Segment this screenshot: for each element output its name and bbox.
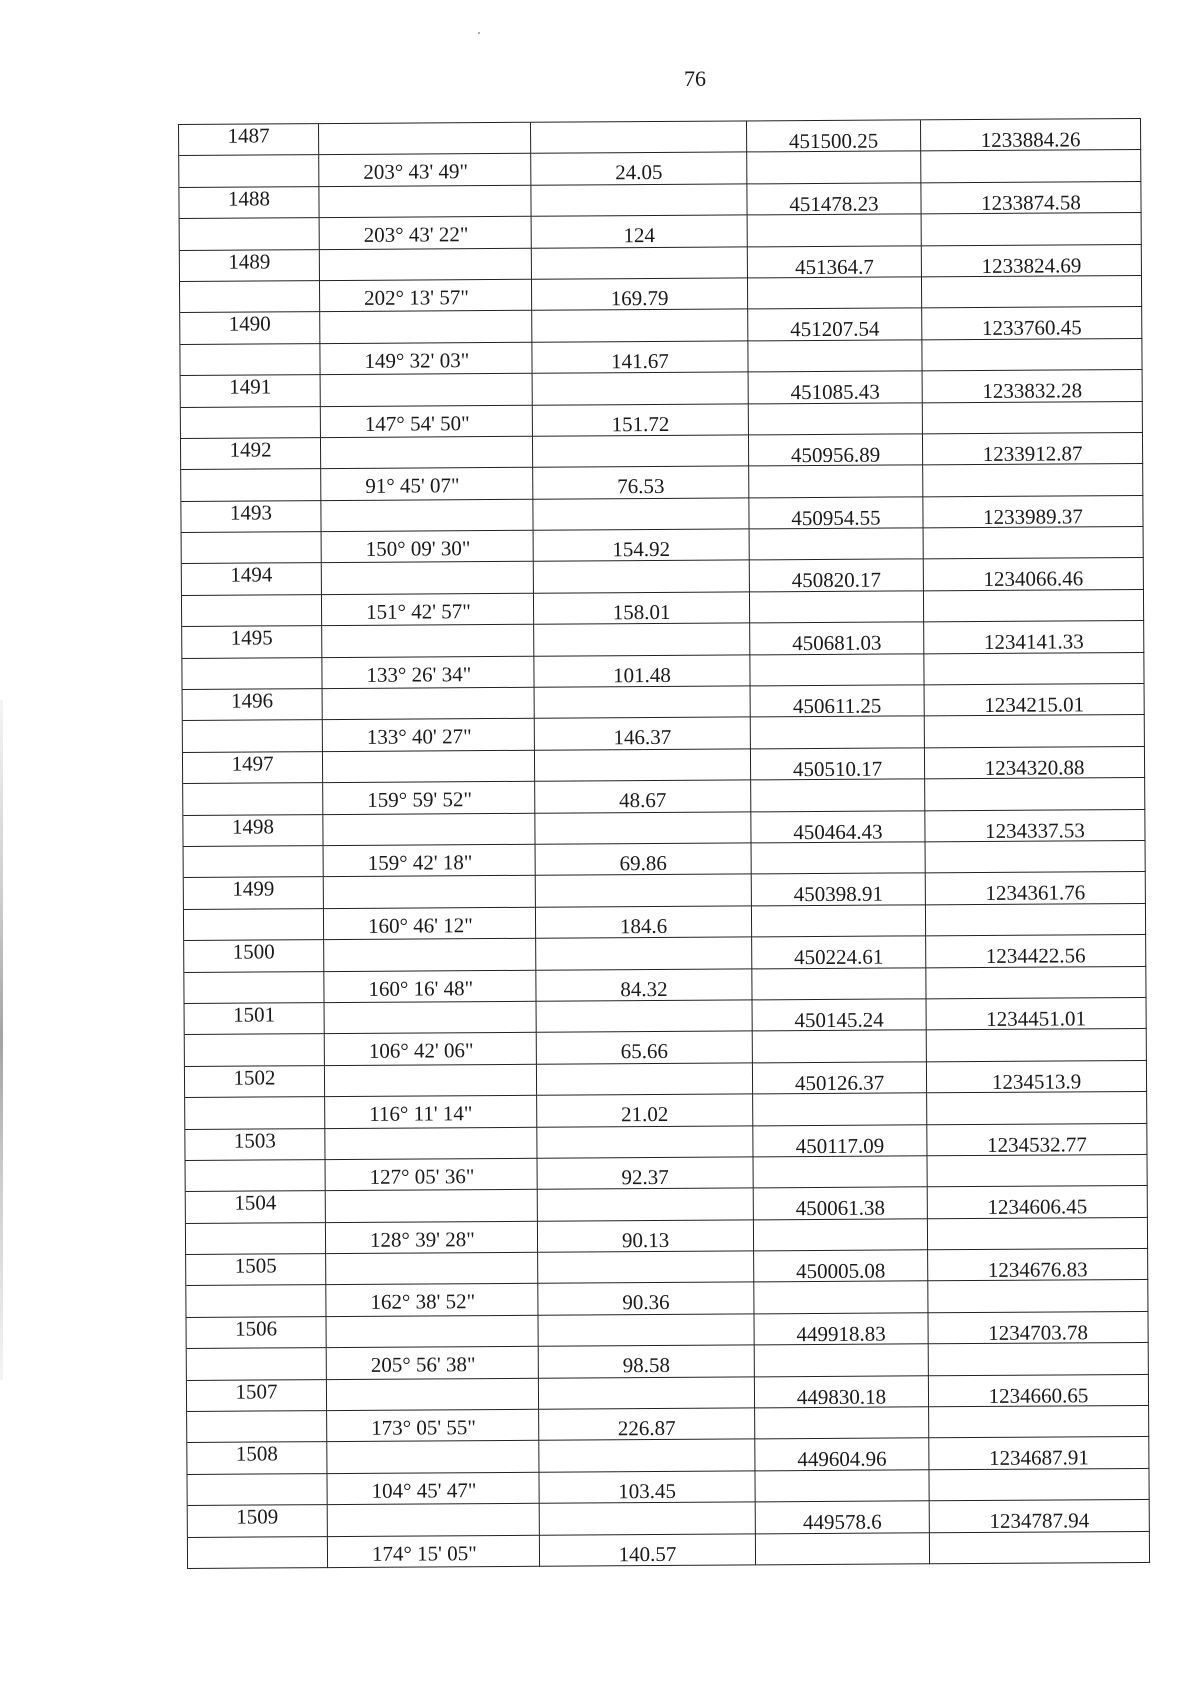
y-coordinate-cell: 1234787.94 [930, 1500, 1150, 1533]
empty-bearing-cell [326, 1316, 538, 1349]
empty-bearing-cell [327, 1441, 539, 1474]
empty-point-cell [181, 469, 321, 501]
empty-y-cell [926, 841, 1146, 874]
x-coordinate-cell: 450224.61 [752, 936, 926, 968]
empty-distance-cell [537, 1063, 753, 1096]
empty-x-cell [752, 905, 926, 937]
distance-cell: 140.57 [540, 1534, 756, 1567]
empty-y-cell [929, 1406, 1149, 1439]
y-coordinate-cell: 1233760.45 [922, 307, 1142, 340]
coordinate-table [178, 118, 1150, 1569]
distance-cell: 69.86 [536, 843, 752, 876]
empty-distance-cell [536, 875, 752, 908]
empty-y-cell [924, 590, 1144, 623]
empty-y-cell [922, 213, 1142, 246]
empty-point-cell [185, 1097, 325, 1129]
bearing-cell: 149° 32' 03" [320, 343, 532, 376]
empty-bearing-cell [326, 1190, 538, 1223]
point-number-cell: 1497 [183, 752, 323, 784]
y-coordinate-cell: 1234676.83 [928, 1249, 1148, 1282]
x-coordinate-cell: 450956.89 [749, 434, 923, 466]
empty-bearing-cell [319, 123, 531, 156]
distance-cell: 141.67 [532, 341, 748, 374]
empty-bearing-cell [319, 186, 531, 219]
x-coordinate-cell: 451478.23 [747, 183, 921, 215]
y-coordinate-cell: 1234687.91 [929, 1437, 1149, 1470]
distance-cell: 169.79 [532, 278, 748, 311]
distance-cell: 84.32 [536, 969, 752, 1002]
distance-cell: 65.66 [537, 1032, 753, 1065]
empty-distance-cell [537, 1000, 753, 1033]
empty-distance-cell [532, 310, 748, 343]
empty-point-cell [183, 783, 323, 815]
y-coordinate-cell: 1234337.53 [925, 810, 1145, 843]
empty-y-cell [926, 904, 1146, 937]
empty-x-cell [755, 1345, 929, 1377]
x-coordinate-cell: 450611.25 [751, 685, 925, 717]
distance-cell: 103.45 [539, 1471, 755, 1504]
distance-cell: 90.13 [538, 1220, 754, 1253]
bearing-cell: 160° 46' 12" [324, 908, 536, 941]
empty-distance-cell [538, 1314, 754, 1347]
point-number-cell: 1509 [188, 1505, 328, 1537]
x-coordinate-cell: 450126.37 [753, 1062, 927, 1094]
empty-point-cell [187, 1348, 327, 1380]
x-coordinate-cell: 450681.03 [750, 623, 924, 655]
empty-bearing-cell [327, 1378, 539, 1411]
distance-cell: 92.37 [538, 1157, 754, 1190]
empty-y-cell [928, 1155, 1148, 1188]
distance-cell: 101.48 [534, 655, 750, 688]
empty-y-cell [921, 150, 1141, 183]
empty-x-cell [752, 842, 926, 874]
x-coordinate-cell: 450820.17 [750, 560, 924, 592]
bearing-cell: 151° 42' 57" [322, 594, 534, 627]
empty-bearing-cell [323, 688, 535, 721]
bearing-cell: 159° 42' 18" [324, 845, 536, 878]
empty-distance-cell [531, 121, 747, 154]
empty-y-cell [923, 464, 1143, 497]
scan-speck [478, 32, 480, 34]
x-coordinate-cell: 451207.54 [748, 309, 922, 341]
x-coordinate-cell: 450398.91 [752, 874, 926, 906]
empty-bearing-cell [325, 1064, 537, 1097]
empty-bearing-cell [322, 625, 534, 658]
empty-point-cell [184, 846, 324, 878]
empty-distance-cell [535, 749, 751, 782]
y-coordinate-cell: 1234066.46 [924, 558, 1144, 591]
x-coordinate-cell: 451364.7 [748, 246, 922, 278]
point-number-cell: 1502 [185, 1066, 325, 1098]
distance-cell: 151.72 [533, 404, 749, 437]
distance-cell: 146.37 [535, 718, 751, 751]
empty-bearing-cell [325, 1002, 537, 1035]
empty-distance-cell [533, 373, 749, 406]
distance-cell: 98.58 [539, 1346, 755, 1379]
empty-x-cell [751, 780, 925, 812]
bearing-cell: 202° 13' 57" [320, 280, 532, 313]
empty-point-cell [180, 218, 320, 250]
empty-distance-cell [538, 1251, 754, 1284]
empty-x-cell [750, 528, 924, 560]
bearing-cell: 133° 40' 27" [323, 719, 535, 752]
empty-distance-cell [535, 812, 751, 845]
distance-cell: 90.36 [538, 1283, 754, 1316]
empty-x-cell [750, 591, 924, 623]
empty-point-cell [181, 407, 321, 439]
distance-cell: 154.92 [534, 529, 750, 562]
empty-x-cell [754, 1282, 928, 1314]
empty-distance-cell [534, 561, 750, 594]
bearing-cell: 203° 43' 22" [320, 217, 532, 250]
bearing-cell: 147° 54' 50" [321, 405, 533, 438]
bearing-cell: 203° 43' 49" [319, 154, 531, 187]
distance-cell: 226.87 [539, 1408, 755, 1441]
y-coordinate-cell: 1234703.78 [928, 1312, 1148, 1345]
x-coordinate-cell: 450061.38 [754, 1188, 928, 1220]
empty-bearing-cell [328, 1504, 540, 1537]
point-number-cell: 1494 [182, 564, 322, 596]
empty-point-cell [183, 721, 323, 753]
point-number-cell: 1501 [185, 1003, 325, 1035]
empty-x-cell [756, 1533, 930, 1565]
empty-bearing-cell [325, 1127, 537, 1160]
empty-point-cell [186, 1160, 326, 1192]
y-coordinate-cell: 1233874.58 [921, 182, 1141, 215]
y-coordinate-cell: 1234451.01 [927, 998, 1147, 1031]
y-coordinate-cell: 1233989.37 [923, 496, 1143, 529]
empty-bearing-cell [323, 813, 535, 846]
page-number: 76 [684, 66, 706, 91]
y-coordinate-cell: 1233912.87 [923, 433, 1143, 466]
bearing-cell: 91° 45' 07" [321, 468, 533, 501]
point-number-cell: 1505 [186, 1254, 326, 1286]
empty-bearing-cell [320, 311, 532, 344]
empty-point-cell [180, 344, 320, 376]
x-coordinate-cell: 450954.55 [749, 497, 923, 529]
point-number-cell: 1488 [179, 187, 319, 219]
empty-y-cell [922, 339, 1142, 372]
empty-distance-cell [533, 435, 749, 468]
y-coordinate-cell: 1233824.69 [922, 245, 1142, 278]
empty-x-cell [747, 152, 921, 184]
bearing-cell: 150° 09' 30" [322, 531, 534, 564]
empty-y-cell [929, 1469, 1149, 1502]
x-coordinate-cell: 450510.17 [751, 748, 925, 780]
empty-x-cell [748, 277, 922, 309]
x-coordinate-cell: 450464.43 [751, 811, 925, 843]
empty-distance-cell [531, 184, 747, 217]
y-coordinate-cell: 1234141.33 [924, 621, 1144, 654]
empty-distance-cell [540, 1503, 756, 1536]
distance-cell: 76.53 [533, 467, 749, 500]
point-number-cell: 1487 [179, 124, 319, 156]
empty-x-cell [748, 340, 922, 372]
empty-distance-cell [537, 1126, 753, 1159]
empty-bearing-cell [324, 939, 536, 972]
distance-cell: 124 [532, 216, 748, 249]
bearing-cell: 160° 16' 48" [324, 970, 536, 1003]
empty-point-cell [188, 1537, 328, 1569]
y-coordinate-cell: 1234215.01 [925, 684, 1145, 717]
point-number-cell: 1493 [181, 501, 321, 533]
empty-x-cell [750, 654, 924, 686]
empty-point-cell [179, 156, 319, 188]
empty-point-cell [182, 532, 322, 564]
x-coordinate-cell: 449918.83 [754, 1313, 928, 1345]
empty-x-cell [751, 717, 925, 749]
empty-y-cell [927, 1029, 1147, 1062]
empty-y-cell [930, 1531, 1150, 1564]
empty-point-cell [180, 281, 320, 313]
y-coordinate-cell: 1234532.77 [927, 1123, 1147, 1156]
point-number-cell: 1507 [187, 1380, 327, 1412]
empty-distance-cell [534, 624, 750, 657]
empty-y-cell [927, 1092, 1147, 1125]
bearing-cell: 104° 45' 47" [327, 1473, 539, 1506]
x-coordinate-cell: 451500.25 [747, 120, 921, 152]
empty-y-cell [925, 715, 1145, 748]
x-coordinate-cell: 450117.09 [753, 1125, 927, 1157]
empty-x-cell [755, 1407, 929, 1439]
empty-point-cell [186, 1286, 326, 1318]
point-number-cell: 1490 [180, 312, 320, 344]
empty-y-cell [928, 1280, 1148, 1313]
empty-x-cell [749, 466, 923, 498]
bearing-cell: 116° 11' 14" [325, 1096, 537, 1129]
scan-edge-shadow [0, 700, 3, 1380]
bearing-cell: 128° 39' 28" [326, 1221, 538, 1254]
empty-point-cell [182, 658, 322, 690]
point-number-cell: 1496 [183, 689, 323, 721]
bearing-cell: 173° 05' 55" [327, 1410, 539, 1443]
point-number-cell: 1508 [187, 1442, 327, 1474]
empty-y-cell [922, 276, 1142, 309]
bearing-cell: 127° 05' 36" [326, 1159, 538, 1192]
empty-y-cell [925, 778, 1145, 811]
y-coordinate-cell: 1234606.45 [928, 1186, 1148, 1219]
point-number-cell: 1491 [181, 375, 321, 407]
empty-distance-cell [539, 1440, 755, 1473]
distance-cell: 24.05 [531, 153, 747, 186]
empty-point-cell [184, 972, 324, 1004]
bearing-cell: 205° 56' 38" [327, 1347, 539, 1380]
empty-distance-cell [532, 247, 748, 280]
bearing-cell: 159° 59' 52" [323, 782, 535, 815]
empty-bearing-cell [321, 374, 533, 407]
bearing-cell: 133° 26' 34" [322, 656, 534, 689]
empty-x-cell [749, 403, 923, 435]
point-number-cell: 1500 [184, 940, 324, 972]
bearing-cell: 162° 38' 52" [326, 1284, 538, 1317]
y-coordinate-cell: 1234320.88 [925, 747, 1145, 780]
y-coordinate-cell: 1234422.56 [926, 935, 1146, 968]
empty-bearing-cell [320, 248, 532, 281]
bearing-cell: 174° 15' 05" [328, 1535, 540, 1568]
empty-bearing-cell [321, 437, 533, 470]
empty-y-cell [929, 1343, 1149, 1376]
x-coordinate-cell: 450005.08 [754, 1250, 928, 1282]
y-coordinate-cell: 1234513.9 [927, 1061, 1147, 1094]
empty-point-cell [187, 1474, 327, 1506]
empty-point-cell [182, 595, 322, 627]
empty-distance-cell [536, 938, 752, 971]
y-coordinate-cell: 1234361.76 [926, 872, 1146, 905]
distance-cell: 21.02 [537, 1095, 753, 1128]
bearing-cell: 106° 42' 06" [325, 1033, 537, 1066]
y-coordinate-cell: 1234660.65 [929, 1375, 1149, 1408]
point-number-cell: 1498 [183, 815, 323, 847]
empty-y-cell [928, 1218, 1148, 1251]
empty-bearing-cell [321, 499, 533, 532]
y-coordinate-cell: 1233884.26 [921, 119, 1141, 152]
point-number-cell: 1499 [184, 877, 324, 909]
point-number-cell: 1492 [181, 438, 321, 470]
empty-point-cell [187, 1411, 327, 1443]
distance-cell: 48.67 [535, 781, 751, 814]
empty-x-cell [752, 968, 926, 1000]
empty-bearing-cell [323, 751, 535, 784]
empty-x-cell [754, 1156, 928, 1188]
empty-point-cell [186, 1223, 326, 1255]
empty-distance-cell [538, 1189, 754, 1222]
empty-y-cell [923, 401, 1143, 434]
empty-x-cell [755, 1470, 929, 1502]
empty-y-cell [924, 527, 1144, 560]
empty-x-cell [753, 1031, 927, 1063]
empty-x-cell [748, 215, 922, 247]
empty-x-cell [754, 1219, 928, 1251]
empty-y-cell [926, 966, 1146, 999]
empty-distance-cell [539, 1377, 755, 1410]
empty-x-cell [753, 1093, 927, 1125]
empty-distance-cell [533, 498, 749, 531]
empty-distance-cell [535, 686, 751, 719]
distance-cell: 184.6 [536, 906, 752, 939]
distance-cell: 158.01 [534, 592, 750, 625]
empty-point-cell [184, 909, 324, 941]
point-number-cell: 1504 [186, 1191, 326, 1223]
point-number-cell: 1506 [187, 1317, 327, 1349]
point-number-cell: 1503 [185, 1129, 325, 1161]
point-number-cell: 1489 [180, 250, 320, 282]
x-coordinate-cell: 449830.18 [755, 1376, 929, 1408]
x-coordinate-cell: 449604.96 [755, 1439, 929, 1471]
empty-point-cell [185, 1034, 325, 1066]
segment-row [188, 1531, 1150, 1568]
empty-bearing-cell [324, 876, 536, 909]
x-coordinate-cell: 450145.24 [753, 999, 927, 1031]
empty-bearing-cell [322, 562, 534, 595]
x-coordinate-cell: 451085.43 [749, 371, 923, 403]
empty-y-cell [924, 653, 1144, 686]
point-number-cell: 1495 [182, 626, 322, 658]
x-coordinate-cell: 449578.6 [756, 1501, 930, 1533]
empty-bearing-cell [326, 1253, 538, 1286]
y-coordinate-cell: 1233832.28 [923, 370, 1143, 403]
